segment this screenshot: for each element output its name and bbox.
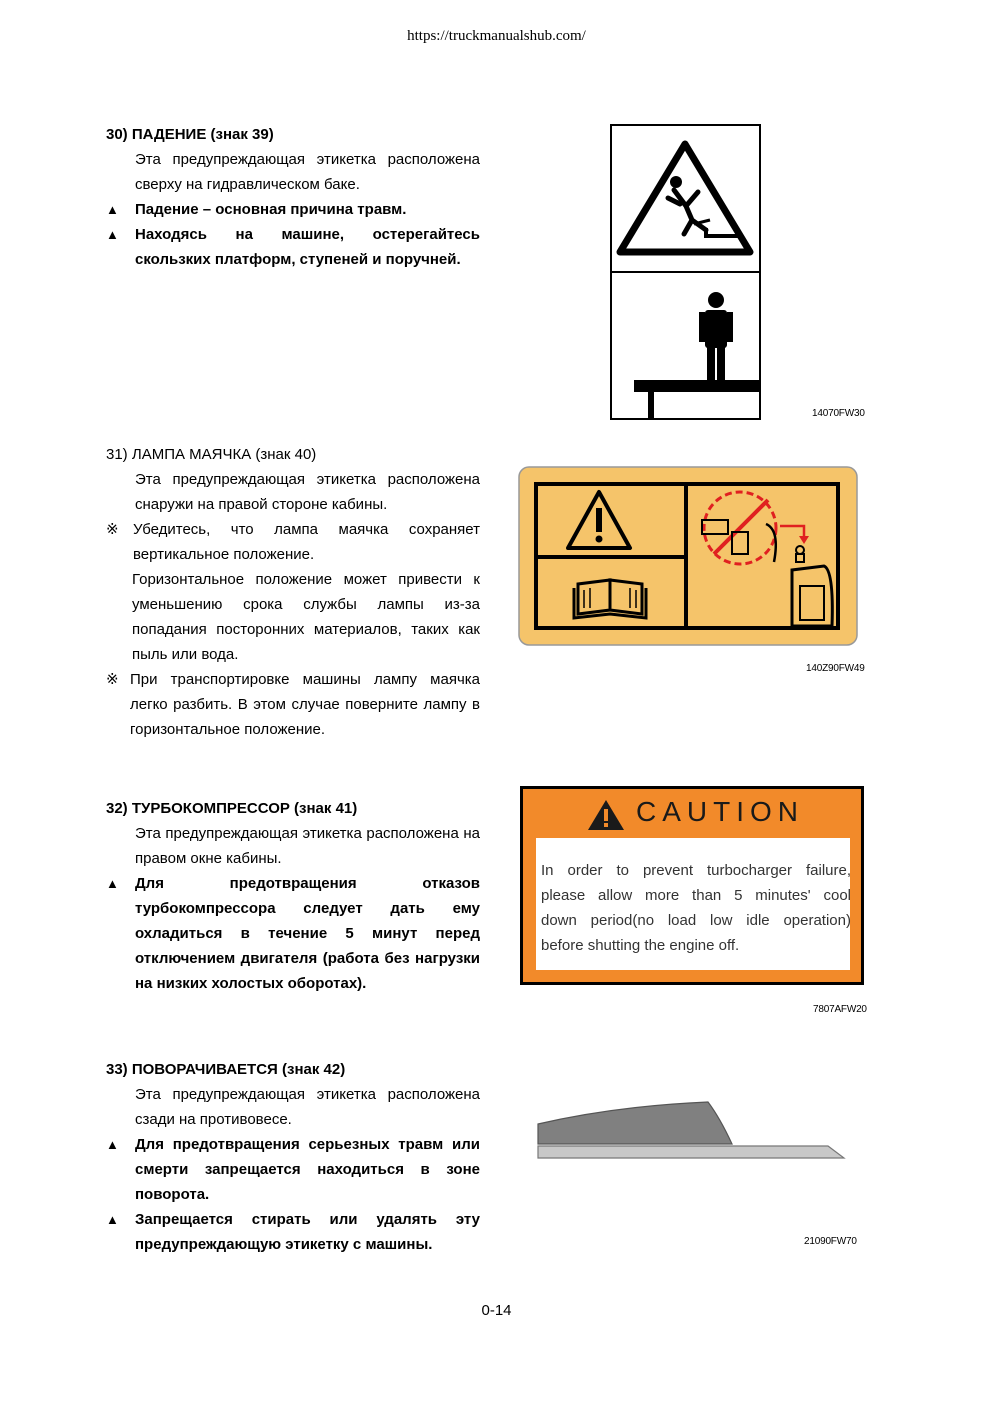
section-32: [106, 796, 480, 996]
note-mark-icon: ※: [106, 521, 119, 538]
warning-item: ▲ Для предотвращения серьезных травм или смерти запрещается находиться в зоне поворота.: [106, 1132, 480, 1207]
warning-triangle-icon: ▲: [106, 1137, 119, 1152]
section-30: [106, 122, 480, 272]
header-url: https://truckmanualshub.com/: [407, 28, 586, 44]
fall-hazard-label-image: [610, 124, 761, 420]
section-title: 31) ЛАМПА МАЯЧКА (знак 40): [106, 446, 317, 463]
section-description: Эта предупреждающая этикетка расположена снаружи на правой стороне кабины.: [135, 471, 480, 513]
caution-text: In order to prevent turbocharger failure, please allow more than 5 minutes' cool down period(no load low idle operation) before shutting the engine off.: [541, 862, 851, 954]
image-code: 21090FW70: [804, 1236, 857, 1247]
section-33: [106, 1057, 480, 1257]
warning-triangle-icon: ▲: [106, 227, 119, 242]
page-number: 0-14: [481, 1302, 512, 1319]
warning-triangle-icon: ▲: [106, 876, 119, 891]
section-31: [106, 442, 480, 742]
warning-item: ▲ Находясь на машине, остерегайтесь скользких платформ, ступеней и поручней.: [106, 222, 480, 272]
warning-item: ▲ Запрещается стирать или удалять эту предупреждающую этикетку с машины.: [106, 1207, 480, 1257]
image-code: 140Z90FW49: [806, 663, 865, 674]
section-title: 32) ТУРБОКОМПРЕССОР (знак 41): [106, 800, 358, 817]
section-description: Эта предупреждающая этикетка расположена на правом окне кабины.: [135, 825, 480, 867]
warning-item: ▲ Для предотвращения отказов турбокомпрессора следует дать ему охладиться в течение 5 минут перед отключением двигателя (работа без нагрузки на низких холостых оборотах).: [106, 871, 480, 996]
section-title: 33) ПОВОРАЧИВАЕТСЯ (знак 42): [106, 1061, 346, 1078]
counterweight-label-image: [536, 1098, 848, 1162]
section-description: Эта предупреждающая этикетка расположена сзади на противовесе.: [135, 1086, 480, 1128]
note-item: ※ При транспортировке машины лампу маячка легко разбить. В этом случае поверните лампу в горизонтальное положение.: [106, 667, 480, 742]
note-continuation: Горизонтальное положение может привести к уменьшению срока службы лампы из-за попадания посторонних материалов, таких как пыль или вода.: [132, 571, 480, 663]
beacon-lamp-label-image: [518, 466, 858, 647]
section-description: Эта предупреждающая этикетка расположена сверху на гидравлическом баке.: [135, 151, 480, 193]
note-item: ※ Убедитесь, что лампа маячка сохраняет вертикальное положение.: [106, 517, 480, 567]
warning-triangle-icon: ▲: [106, 202, 119, 217]
caution-heading: CAUTION: [636, 796, 804, 827]
note-mark-icon: ※: [106, 671, 119, 688]
image-code: 7807AFW20: [813, 1004, 867, 1015]
warning-triangle-icon: ▲: [106, 1212, 119, 1227]
warning-item: ▲ Падение – основная причина травм.: [106, 197, 480, 222]
image-code: 14070FW30: [812, 408, 865, 419]
section-title: 30) ПАДЕНИЕ (знак 39): [106, 126, 274, 143]
